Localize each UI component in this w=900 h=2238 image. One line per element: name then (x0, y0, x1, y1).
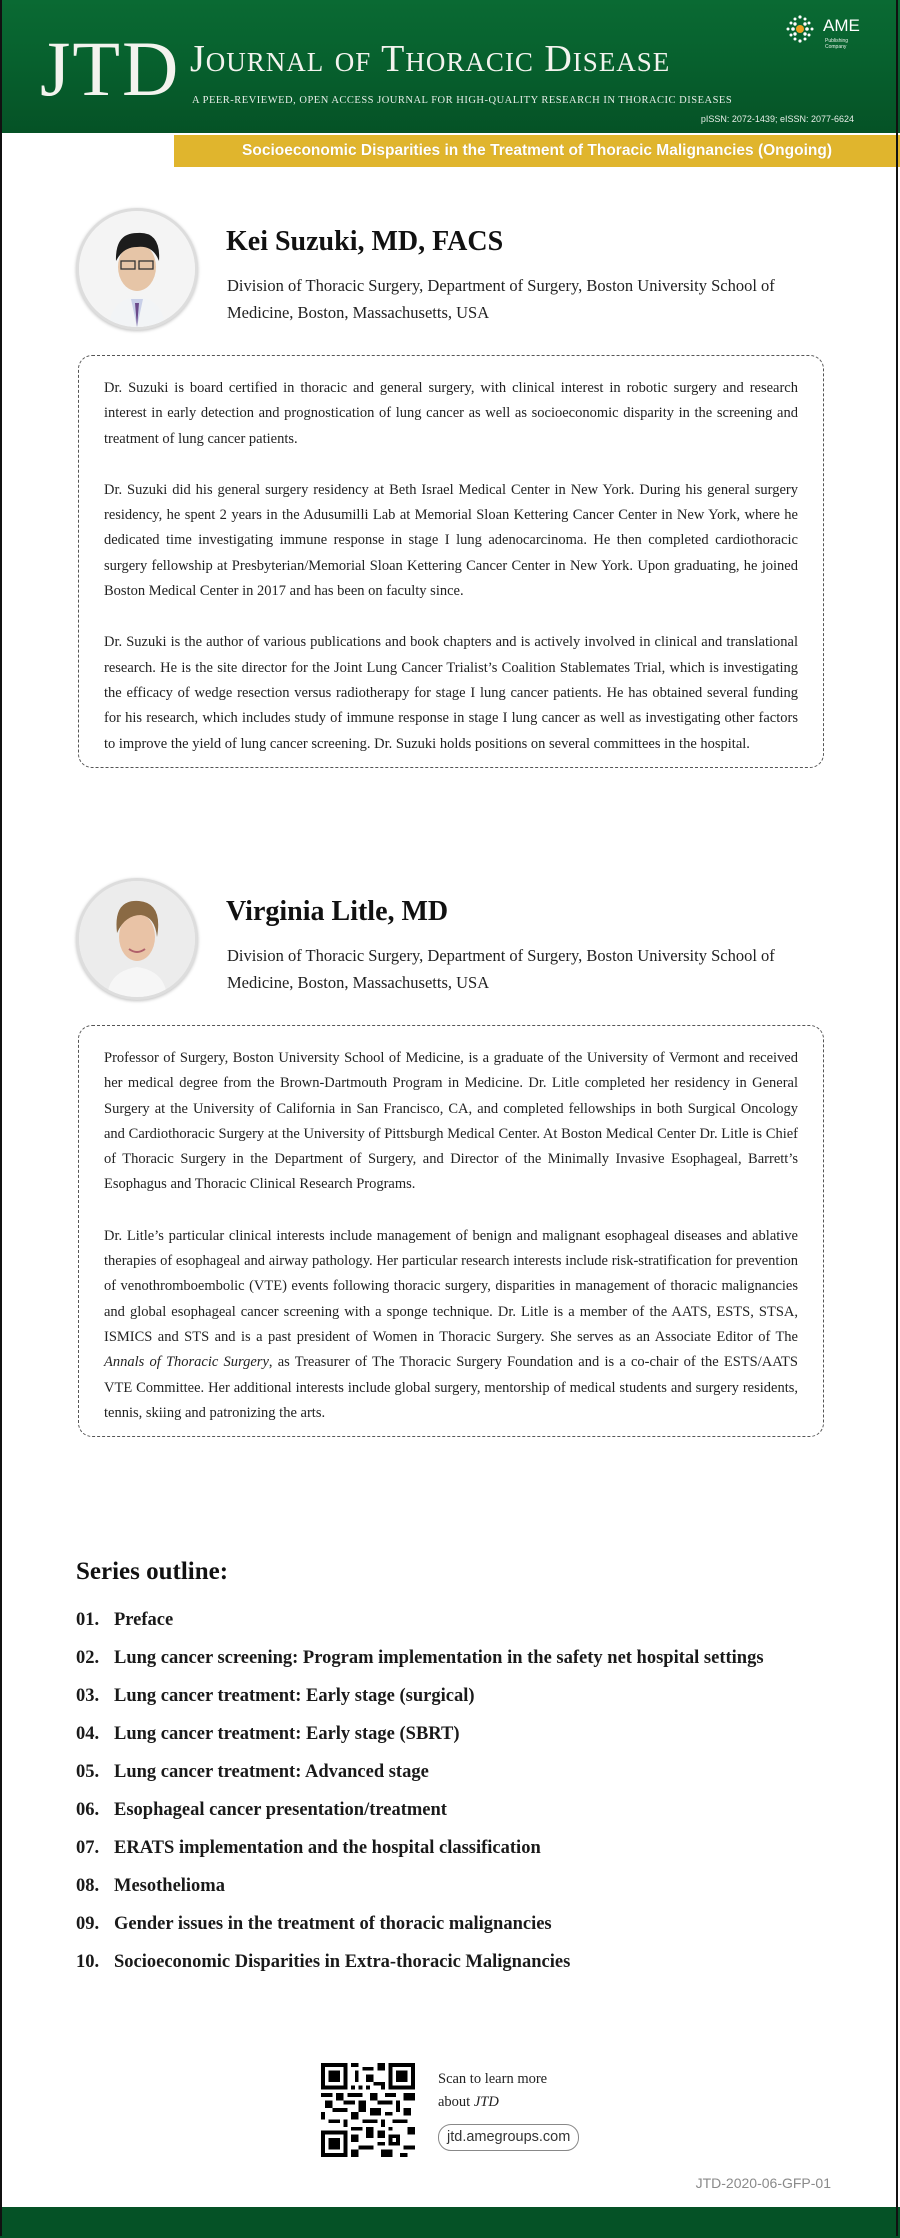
bio-box-virginia-litle (78, 1025, 824, 1437)
jtd-italic: JTD (473, 2094, 499, 2110)
avatar (76, 208, 198, 330)
outline-text: ERATS implementation and the hospital classification (114, 1838, 541, 1858)
series-outline-title: Series outline: (76, 1558, 229, 1585)
bio-paragraph: Dr. Suzuki is board certified in thoracic and general surgery, with clinical interest in robotic surgery and research interest in early detection and prognostication of lung cancer as well as socioeconomic disparity in the screening and treatment of lung cancer patients. (104, 380, 798, 447)
outline-number: 09. (76, 1914, 100, 1934)
outline-number: 03. (76, 1686, 100, 1706)
outline-item (76, 1719, 816, 1749)
ame-name: AME (823, 16, 860, 35)
outline-item (76, 1871, 816, 1901)
ame-tagline: Publishing Company (825, 38, 849, 50)
outline-text: Lung cancer treatment: Early stage (surgical) (114, 1686, 475, 1706)
series-banner: Socioeconomic Disparities in the Treatment of Thoracic Malignancies (Ongoing) (174, 135, 900, 167)
author-affiliation: Division of Thoracic Surgery, Department of Surgery, Boston University School of Medicine, Boston, Massachusetts, USA (227, 946, 775, 992)
outline-item (76, 1947, 816, 1977)
bio-paragraph (104, 1224, 798, 1426)
outline-number: 06. (76, 1800, 100, 1820)
journal-url-link[interactable]: jtd.amegroups.com (438, 2124, 579, 2151)
outline-number: 05. (76, 1762, 100, 1782)
outline-number: 04. (76, 1724, 100, 1744)
outline-number: 01. (76, 1610, 100, 1630)
outline-item (76, 1833, 816, 1863)
outline-item (76, 1795, 816, 1825)
outline-number: 10. (76, 1952, 100, 1972)
outline-item (76, 1909, 816, 1939)
journal-title: Journal of Thoracic Disease (190, 38, 671, 80)
bio-box-kei-suzuki (78, 355, 824, 768)
outline-text: Preface (114, 1610, 174, 1630)
document-code: JTD-2020-06-GFP-01 (695, 2175, 831, 2191)
outline-item (76, 1757, 816, 1787)
scan-line-2-prefix: about (438, 2094, 474, 2110)
outline-text: Gender issues in the treatment of thoracic malignancies (114, 1914, 552, 1934)
bio-paragraph: Dr. Suzuki did his general surgery residency at Beth Israel Medical Center in New York. During his general surgery residency, he spent 2 years in the Adusumilli Lab at Memorial Sloan Kettering Cancer Center in New York, where he dedicated time investigating immune response in stage I lung adenocarcinoma. He then completed cardiothoracic surgery fellowship at Presbyterian/Memorial Sloan Kettering Cancer Center in New York. Upon graduating, he joined Boston Medical Center in 2017 and has been on faculty since. (104, 481, 798, 600)
footer-bar (0, 2207, 900, 2238)
scan-line-2 (438, 2091, 547, 2114)
author-affiliation: Division of Thoracic Surgery, Department of Surgery, Boston University School of Medicine, Boston, Massachusetts, USA (227, 276, 775, 322)
outline-text: Lung cancer screening: Program implementation in the safety net hospital settings (114, 1648, 764, 1668)
issn: pISSN: 2072-1439; eISSN: 2077-6624 (700, 114, 854, 124)
journal-header (0, 0, 900, 133)
outline-number: 08. (76, 1876, 100, 1896)
portrait-icon (79, 881, 195, 997)
ame-dots-icon (785, 14, 815, 44)
portrait-icon (79, 211, 195, 327)
journal-subtitle: A PEER-REVIEWED, OPEN ACCESS JOURNAL FOR HIGH-QUALITY RESEARCH IN THORACIC DISEASES (192, 95, 733, 106)
outline-item (76, 1643, 816, 1673)
scan-prompt (438, 2068, 547, 2114)
bio-paragraph: Dr. Suzuki is the author of various publications and book chapters and is actively involved in clinical and translational research. He is the site director for the Joint Lung Cancer Trialist’s Coalition Stablemates Trial, which is investigating the efficacy of wedge resection versus radiotherapy for stage I lung cancer patients. He has obtained several funding for his research, which includes study of immune response in stage I lung cancer as well as investigating other factors to improve the yield of lung cancer screening. Dr. Suzuki holds positions on several committees in the hospital. (104, 634, 798, 752)
scan-line-1: Scan to learn more (438, 2071, 548, 2087)
author-name: Virginia Litle, MD (226, 896, 449, 927)
outline-number: 07. (76, 1838, 100, 1858)
bio-text: Dr. Litle’s particular clinical interests include management of benign and malignant esophageal diseases and ablative therapies of esophageal and airway pathology. Her particular research interests include risk-stratification for prevention of venothromboembolic (VTE) events following thoracic surgery, disparities in management of thoracic malignancies and global esophageal cancer screening with a sponge technique. Dr. Litle is a member of the AATS, ESTS, STSA, ISMICS and STS and is a past president of Women in Thoracic Surgery. She serves as an Associate Editor of The (104, 1227, 798, 1345)
outline-item (76, 1681, 816, 1711)
outline-item (76, 1605, 816, 1635)
qr-code-icon[interactable] (321, 2063, 415, 2157)
outline-number: 02. (76, 1648, 100, 1668)
avatar (76, 878, 198, 1000)
journal-name-italic: Annals of Thoracic Surgery (104, 1354, 269, 1371)
outline-text: Lung cancer treatment: Early stage (SBRT) (114, 1724, 460, 1744)
jtd-logo: JTD (40, 25, 181, 112)
author-name: Kei Suzuki, MD, FACS (226, 226, 504, 257)
outline-text: Esophageal cancer presentation/treatment (114, 1800, 447, 1820)
bio-text: , as Treasurer of The Thoracic Surgery Foundation and is a co-chair of the ESTS/AATS VTE Committee. Her additional interests include global surgery, mentorship of medical students and surgery residents, tennis, skiing and patronizing the arts. (104, 1354, 798, 1421)
bio-paragraph: Professor of Surgery, Boston University School of Medicine, is a graduate of the University of Vermont and received her medical degree from the Brown-Dartmouth Program in Medicine. Dr. Litle completed her residency in General Surgery at the University of California in San Francisco, CA, and completed fellowships in both Surgical Oncology and Cardiothoracic Surgery at the University of Pittsburgh Medical Center. At Boston Medical Center Dr. Litle is Chief of Thoracic Surgery in the Department of Surgery, and Director of the Minimally Invasive Esophageal, Barrett’s Esophagus and Thoracic Clinical Research Programs. (104, 1050, 798, 1193)
series-outline-list (76, 1605, 816, 1985)
outline-text: Lung cancer treatment: Advanced stage (114, 1762, 429, 1782)
outline-text: Mesothelioma (114, 1876, 225, 1896)
ame-logo (785, 14, 865, 48)
outline-text: Socioeconomic Disparities in Extra-thoracic Malignancies (114, 1952, 571, 1972)
